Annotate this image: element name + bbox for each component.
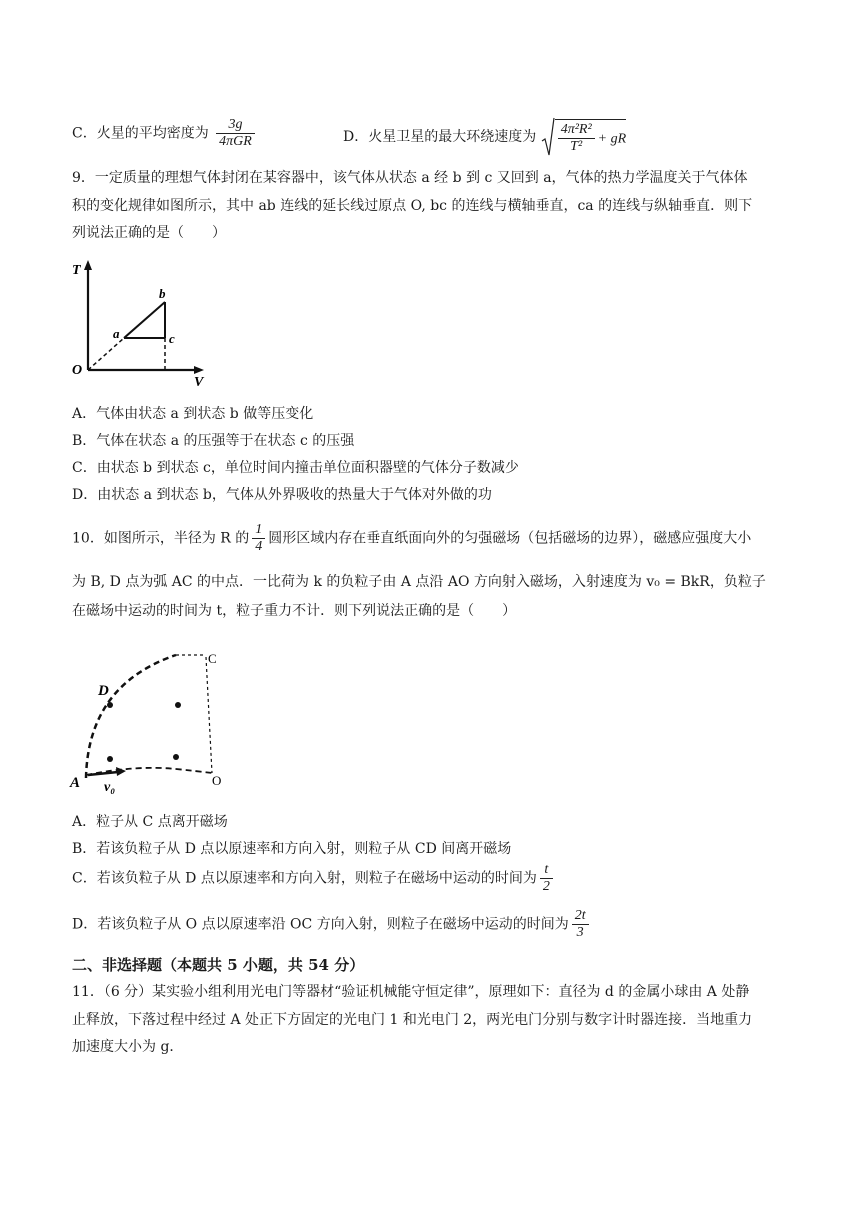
q10-option-c-text: C．若该负粒子从 D 点以原速率和方向入射，则粒子在磁场中运动的时间为 [72,870,537,887]
q9-stem-line-2: 积的变化规律如图所示，其中 ab 连线的延长线过原点 O, bc 的连线与横轴垂直，ca 的连线与纵轴垂直．则下 [72,198,753,214]
t-axis-label: T [72,263,81,278]
q10-option-c-denominator: 2 [542,879,550,894]
point-o-label: O [212,773,222,788]
q8-option-d-label: D．火星卫星的最大环绕速度为 [343,129,537,145]
q8-option-d-denominator: T² [570,139,583,154]
q10-option-a: A．粒子从 C 点离开磁场 [72,814,228,830]
q11-line-1: 11．（6 分）某实验小组利用光电门等器材“验证机械能守恒定律”，原理如下：直径为 d 的金属小球由 A 处静 [72,984,750,1000]
q11-line-2: 止释放，下落过程中经过 A 处正下方固定的光电门 1 和光电门 2，两光电门分别与数字计时器连接．当地重力 [72,1012,753,1028]
q8-option-c-numerator: 3g [216,117,255,134]
q10-quarter-denominator: 4 [255,539,263,554]
q10-option-c-numerator: t [540,862,553,879]
q9-stem-line-1: 9．一定质量的理想气体封闭在某容器中，该气体从状态 a 经 b 到 c 又回到 a，气体的热力学温度关于气体体 [72,170,748,186]
point-a-label: a [113,326,120,341]
q10-stem-line-1-a: 10．如图所示，半径为 R 的 [72,530,250,547]
q8-option-c [72,117,258,150]
q10-option-d-fraction [572,908,589,941]
point-c-label: C [208,651,217,666]
q9-stem-line-3: 列说法正确的是（ ） [72,225,226,241]
v-axis-arrow-icon [194,366,204,374]
q10-stem-line-3: 在磁场中运动的时间为 t，粒子重力不计．则下列说法正确的是（ ） [72,603,517,619]
q10-option-b: B．若该负粒子从 D 点以原速率和方向入射，则粒子从 CD 间离开磁场 [72,841,512,857]
q8-option-c-denominator: 4πGR [219,134,252,149]
q10-quarter-fraction [252,522,265,555]
q10-stem-line-2: 为 B, D 点为弧 AC 的中点．一比荷为 k 的负粒子由 A 点沿 AO 方向射入磁场，入射速度为 v₀ = BkR，负粒子 [72,574,766,590]
q10-stem-line-1 [72,522,751,555]
q11-line-3: 加速度大小为 g． [72,1039,184,1055]
v0-arrow-head-icon [116,767,126,776]
section-2-title: 二、非选择题（本题共 5 小题，共 54 分） [72,956,365,974]
q8-option-d [343,117,626,157]
point-d-dot [107,702,113,708]
oc-line [206,657,212,773]
q8-option-d-numerator: 4π²R² [558,122,595,139]
field-dot-lower-right [173,754,179,760]
q10-quarter-circle-diagram [66,645,236,805]
q10-option-d-numerator: 2t [572,908,589,925]
point-b-label: b [159,286,166,301]
t-axis-arrow-icon [84,260,92,270]
q9-option-c: C．由状态 b 到状态 c，单位时间内撞击单位面积器壁的气体分子数减少 [72,460,519,476]
point-d-label: D [98,683,109,699]
q9-option-a: A．气体由状态 a 到状态 b 做等压变化 [72,406,314,422]
q8-option-c-fraction [216,117,255,150]
q10-option-d-text: D．若该负粒子从 O 点以原速率沿 OC 方向入射，则粒子在磁场中运动的时间为 [72,916,569,933]
v0-label: v₀ [104,780,116,795]
arc-ac [86,655,176,778]
q10-option-c [72,862,556,895]
ab-line [124,302,165,338]
q9-option-b: B．气体在状态 a 的压强等于在状态 c 的压强 [72,433,355,449]
sqrt-sign-icon [541,117,555,157]
q9-option-d: D．由状态 a 到状态 b，气体从外界吸收的热量大于气体对外做的功 [72,487,492,503]
q10-option-d [72,908,592,941]
q8-option-d-sqrt [541,117,626,157]
origin-label: O [72,363,83,378]
q10-option-c-fraction [540,862,553,895]
q8-option-d-fraction [558,122,595,155]
oa-dashed-line [88,338,124,370]
q10-quarter-numerator: 1 [252,522,265,539]
v-axis-label: V [194,375,204,388]
q8-option-c-label: C．火星的平均密度为 [72,125,209,142]
field-dot-lower-left [107,756,113,762]
q9-tv-diagram [68,258,216,388]
q10-stem-line-1-b: 圆形区域内存在垂直纸面向外的匀强磁场（包括磁场的边界），磁感应强度大小 [268,530,752,547]
point-c-label: c [169,331,175,346]
q8-option-d-tail: + gR [597,131,627,147]
field-dot-upper [175,702,181,708]
point-a-label: A [70,775,81,791]
v0-arrow [88,772,118,775]
q10-option-d-denominator: 3 [576,925,584,940]
